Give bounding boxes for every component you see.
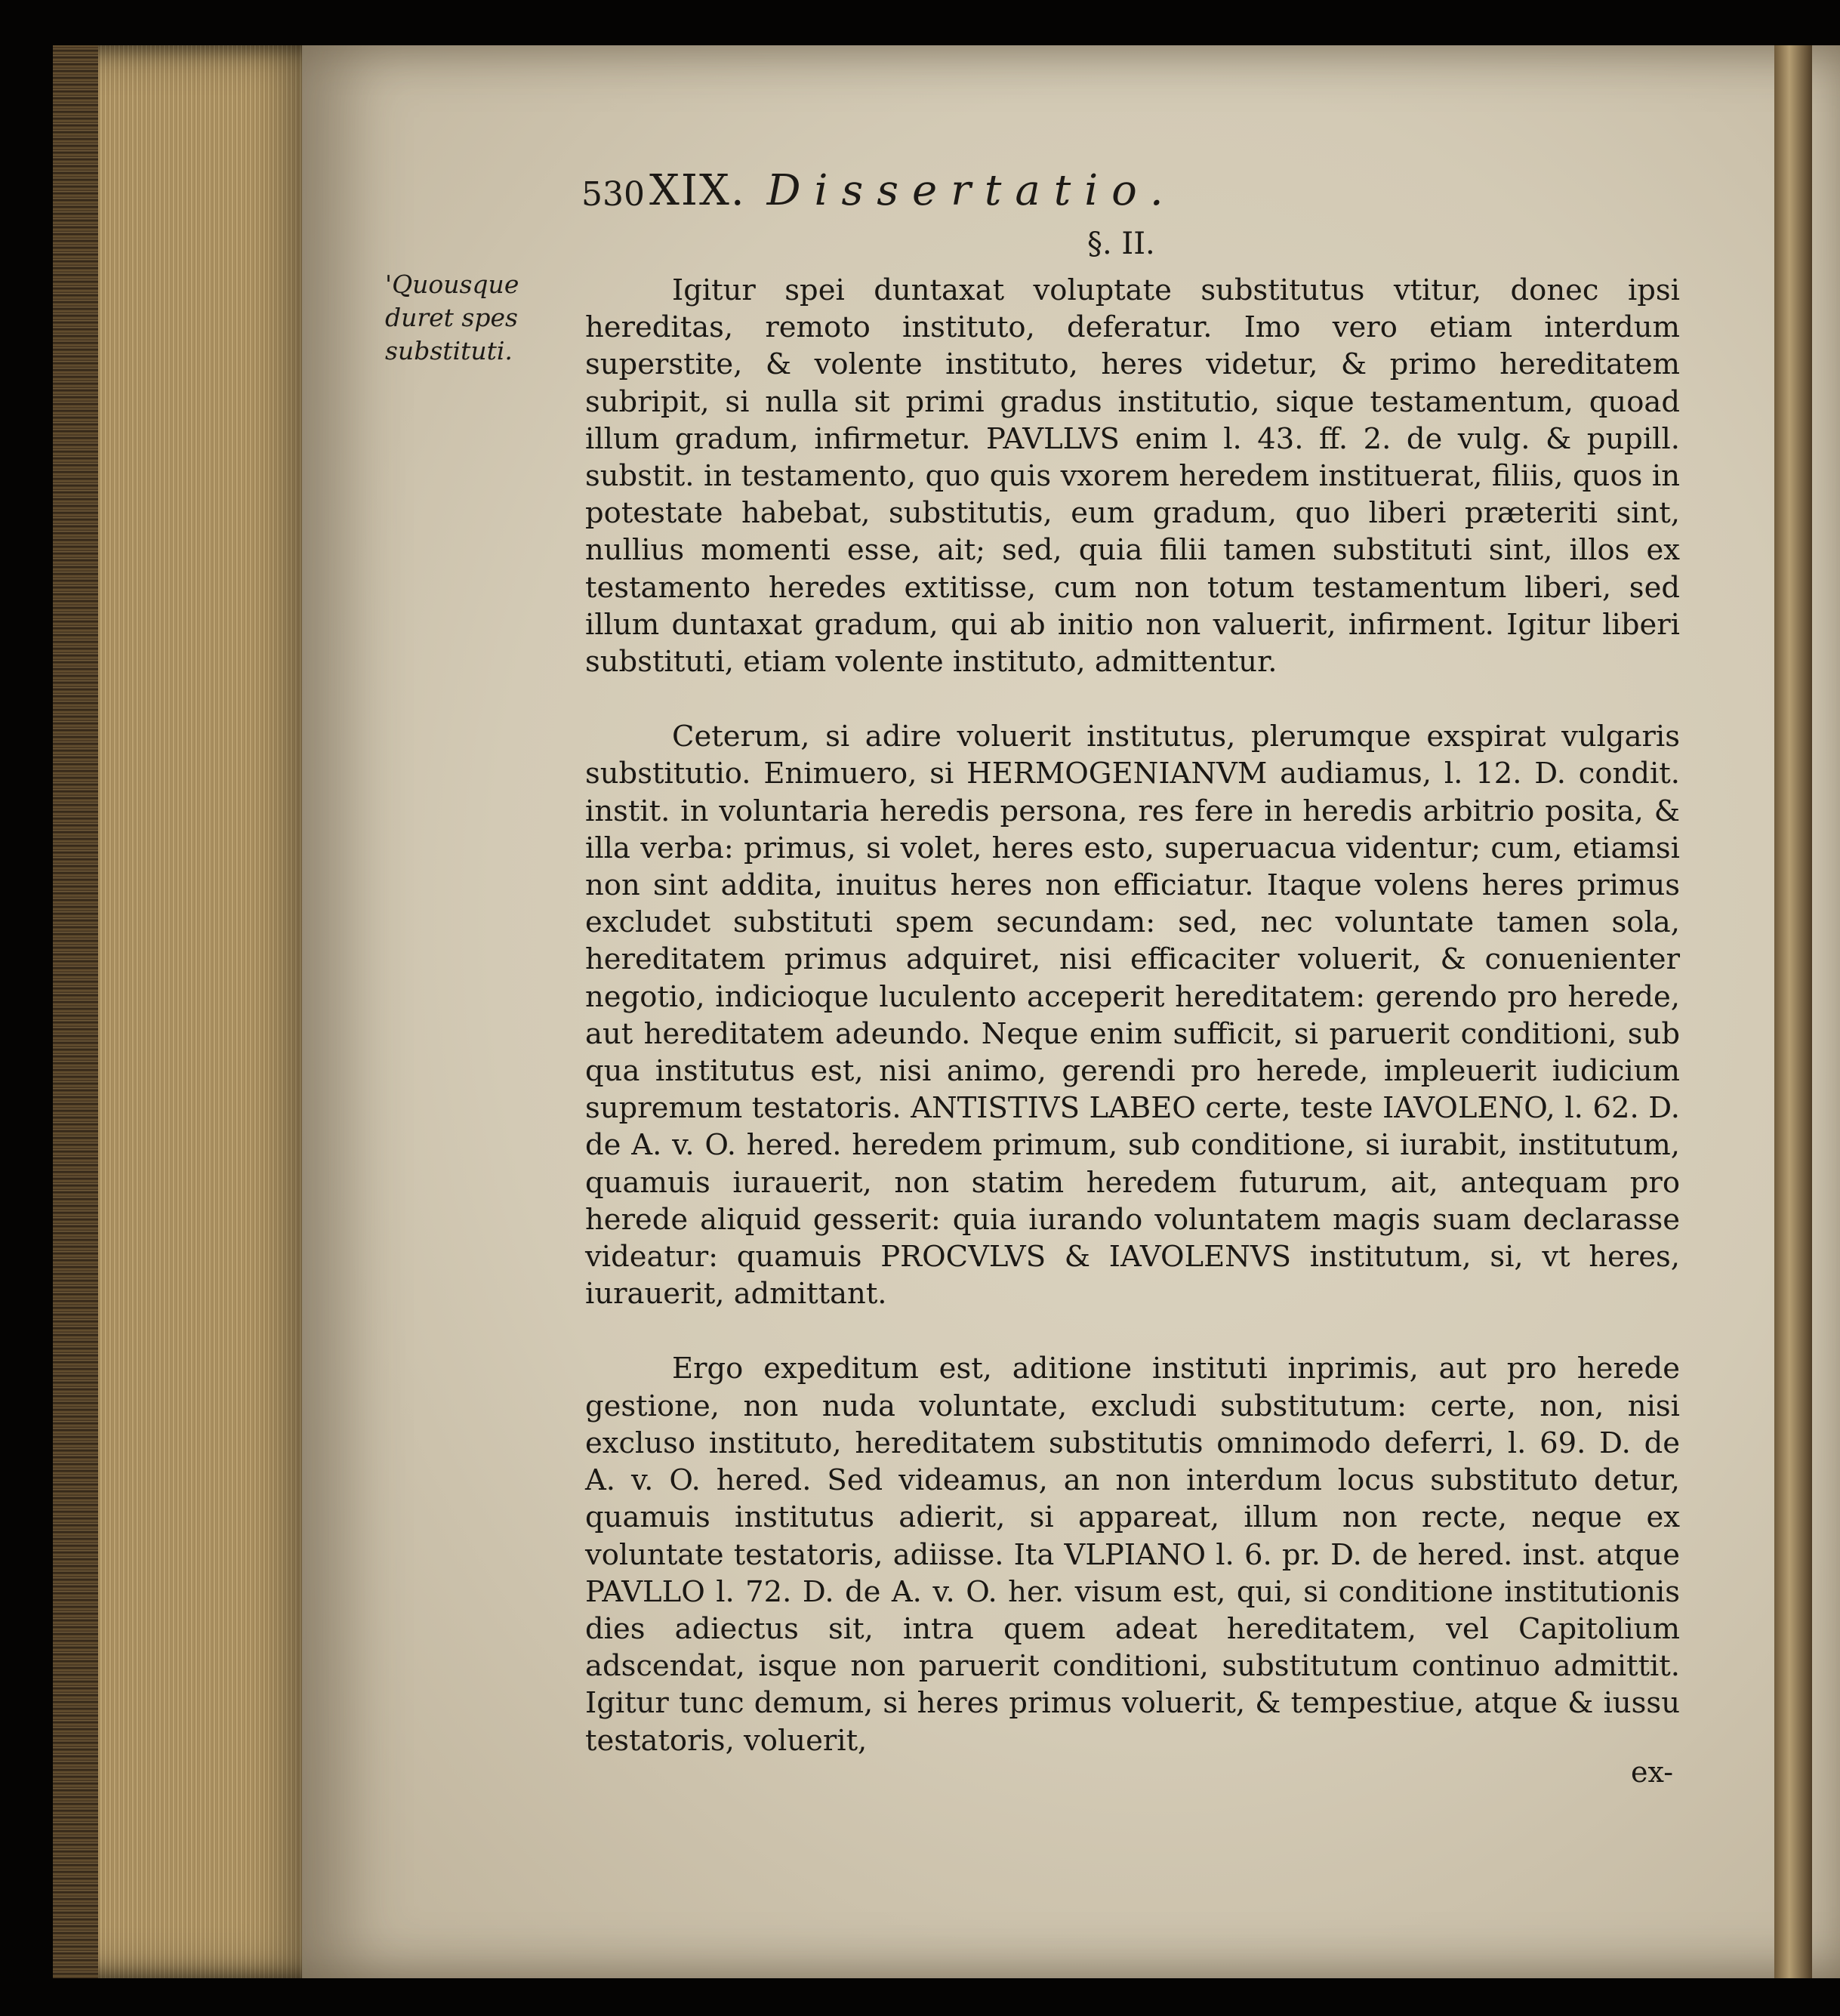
page-number: 530	[581, 175, 645, 214]
running-header	[581, 166, 1412, 219]
page-edge	[53, 45, 325, 1978]
paragraph-1: Igitur spei duntaxat voluptate substitutus vtitur, donec ipsi hereditas, remoto instituto, deferatur. Imo vero etiam interdum superstite, & volente instituto, heres videtur, & primo hereditatem subripit, si nulla sit primi gradus institutio, sique testamentum, quoad illum gradum, infirmetur. PAVLLVS enim l. 43. ff. 2. de vulg. & pupill. substit. in testamento, quo quis vxorem heredem instituerat, filiis, quos in potestate habebat, substitutis, eum gradum, quo liberi præteriti sint, nullius momenti esse, ait; sed, quia filii tamen substituti sint, illos ex testamento heredes extitisse, cum non totum testamentum liberi, sed illum duntaxat gradum, qui ab initio non valuerit, infirment. Igitur liberi substituti, etiam volente instituto, admittentur.	[585, 273, 1680, 680]
catchword: ex-	[1631, 1756, 1674, 1789]
section-heading: §. II.	[1087, 227, 1155, 261]
header-title	[649, 166, 1177, 215]
marginal-note: 'Quousque duret spes substituti.	[385, 270, 519, 365]
header-title-word: Dissertatio.	[766, 166, 1177, 215]
speckled-edge	[53, 45, 98, 1978]
paragraph-3: Ergo expeditum est, aditione instituti inprimis, aut pro herede gestione, non nuda voluntate, excludi substitutum: certe, non, nisi excluso instituto, hereditatem substitutis omnimodo deferri, l. 69. D. de A. v. O. hered. Sed videamus, an non interdum locus substituto detur, quamuis institutus adierit, si appareat, illum non recte, neque ex voluntate testatoris, adiisse. Ita VLPIANO l. 6. pr. D. de hered. inst. atque PAVLLO l. 72. D. de A. v. O. her. visum est, qui, si conditione institutionis dies adiectus sit, intra quem adeat hereditatem, vel Capitolium adscendat, isque non paruerit conditioni, substitutum continuo admittit. Igitur tunc demum, si heres primus voluerit, & tempestiue, atque & iussu testatoris, voluerit,	[585, 1352, 1680, 1758]
header-roman-numeral: XIX.	[649, 166, 746, 215]
paragraph-2: Ceterum, si adire voluerit institutus, plerumque exspirat vulgaris substitutio. Enimuero, si HERMOGENIANVM audiamus, l. 12. D. condit. instit. in voluntaria heredis persona, res fere in heredis arbitrio posita, & illa verba: primus, si volet, heres esto, superuacua videntur; cum, etiamsi non sint addita, inuitus heres non efficiatur. Itaque volens heres primus excludet substituti spem secundam: sed, nec voluntate tamen sola, hereditatem primus adquiret, nisi efficaciter voluerit, & conuenienter negotio, indicioque luculento acceperit hereditatem: gerendo pro herede, aut hereditatem adeundo. Neque enim sufficit, si paruerit conditioni, sub qua institutus est, nisi animo, gerendi pro herede, impleuerit iudicium supremum testatoris. ANTISTIVS LABEO certe, teste IAVOLENO, l. 62. D. de A. v. O. hered. heredem primum, sub conditione, si iurabit, institutum, quamuis iurauerit, non statim heredem futurum, ait, antequam pro herede aliquid gesserit: quia iurando voluntatem magis suam declarasse videatur: quamuis PROCVLVS & IAVOLENVS institutum, si, vt heres, iurauerit, admittant.	[585, 720, 1680, 1312]
facing-page-edge	[1774, 45, 1812, 1978]
body-text	[585, 272, 1680, 1759]
